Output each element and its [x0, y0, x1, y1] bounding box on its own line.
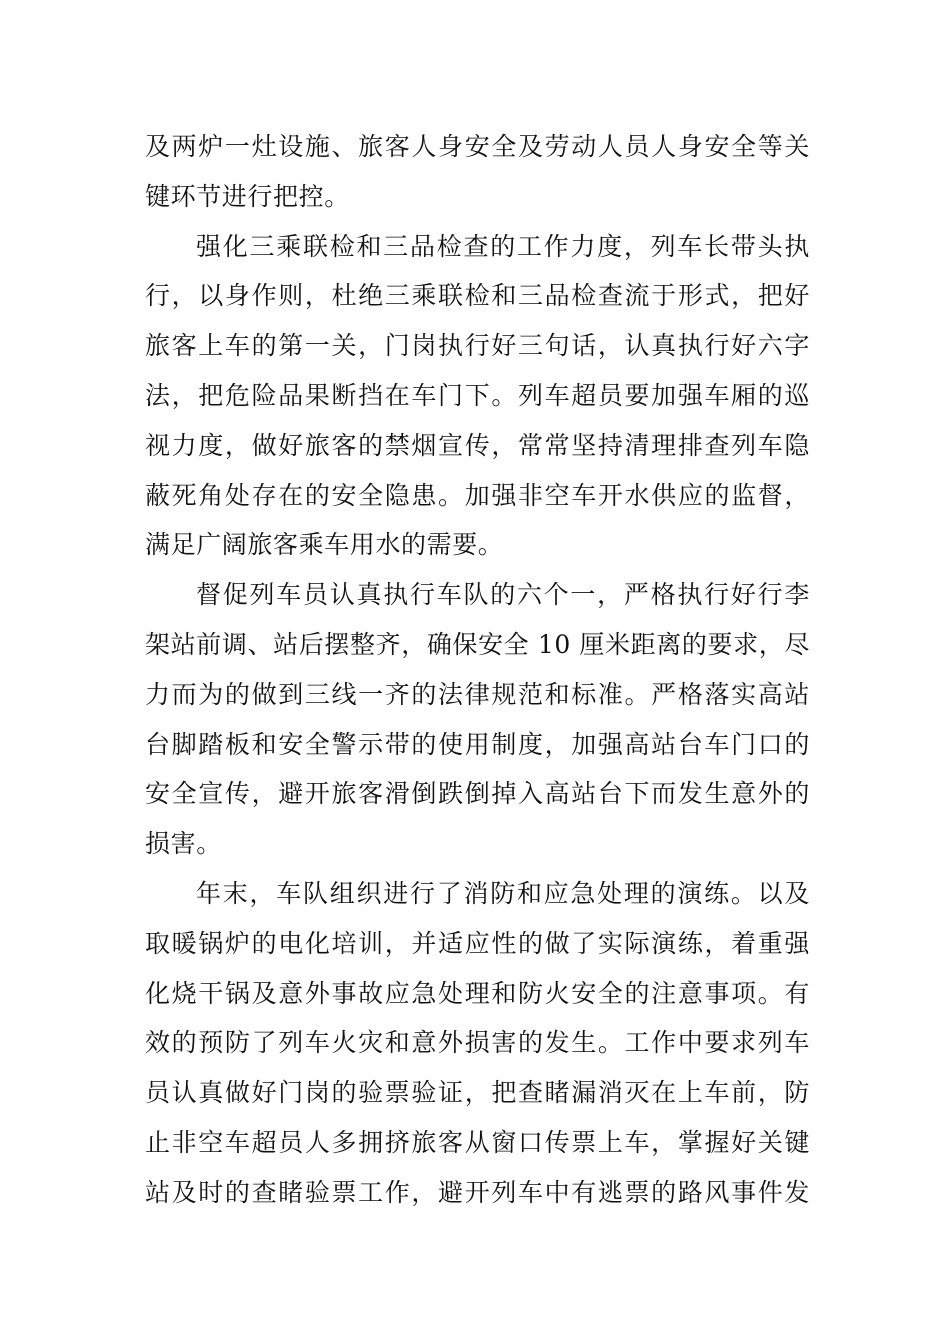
text-line: 效的预防了列车火灾和意外损害的发生。工作中要求列车 [145, 1028, 810, 1058]
text-line: 化烧干锅及意外事故应急处理和防火安全的注意事项。有 [145, 978, 810, 1008]
text-line: 法，把危险品果断挡在车门下。列车超员要加强车厢的巡 [145, 380, 810, 410]
text-line: 督促列车员认真执行车队的六个一，严格执行好行李 [196, 580, 810, 610]
text-line: 键环节进行把控。 [145, 181, 350, 211]
text-line: 年末，车队组织进行了消防和应急处理的演练。以及 [196, 878, 810, 908]
text-line: 安全宣传，避开旅客滑倒跌倒掉入高站台下而发生意外的 [145, 779, 810, 809]
text-line: 架站前调、站后摆整齐，确保安全 10 厘米距离的要求，尽 [145, 629, 810, 659]
text-line: 强化三乘联检和三品检查的工作力度，列车长带头执 [196, 231, 810, 261]
document-body [145, 122, 810, 1218]
text-line: 蔽死角处存在的安全隐患。加强非空车开水供应的监督， [145, 480, 810, 510]
text-line: 员认真做好门岗的验票验证，把查睹漏消灭在上车前，防 [145, 1078, 810, 1108]
text-line: 取暖锅炉的电化培训，并适应性的做了实际演练，着重强 [145, 928, 810, 958]
text-line: 行，以身作则，杜绝三乘联检和三品检查流于形式，把好 [145, 281, 810, 311]
text-line: 站及时的查睹验票工作，避开列车中有逃票的路风事件发 [145, 1177, 810, 1207]
text-line: 损害。 [145, 829, 222, 859]
text-line: 台脚踏板和安全警示带的使用制度，加强高站台车门口的 [145, 729, 810, 759]
text-line: 力而为的做到三线一齐的法律规范和标准。严格落实高站 [145, 679, 810, 709]
text-line: 满足广阔旅客乘车用水的需要。 [145, 530, 504, 560]
text-line: 旅客上车的第一关，门岗执行好三句话，认真执行好六字 [145, 331, 810, 361]
text-line: 视力度，做好旅客的禁烟宣传，常常坚持清理排查列车隐 [145, 430, 810, 460]
text-line: 止非空车超员人多拥挤旅客从窗口传票上车，掌握好关键 [145, 1127, 810, 1157]
text-line: 及两炉一灶设施、旅客人身安全及劳动人员人身安全等关 [145, 132, 810, 161]
